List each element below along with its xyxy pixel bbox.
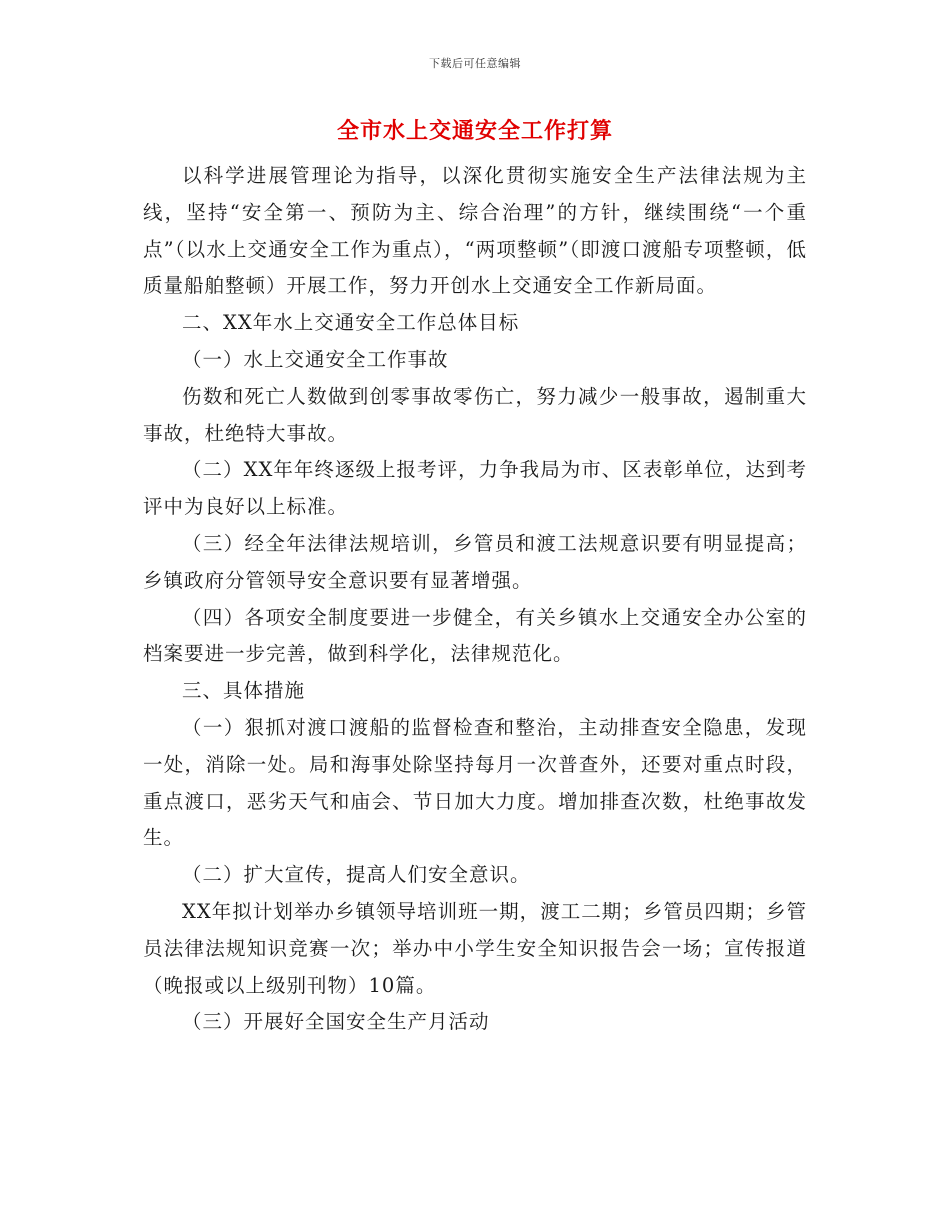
goal-item-4: （四）各项安全制度要进一步健全，有关乡镇水上交通安全办公室的档案要进一步完善，做到科学化，法律规范化。 — [143, 605, 807, 666]
measure-item-1: （一）狠抓对渡口渡船的监督检查和整治，主动排查安全隐患，发现一处，消除一处。局和海事处除坚持每月一次普查外，还要对重点时段，重点渡口，恶劣天气和庙会、节日加大力度。增加排查次数，杜绝事故发生。 — [143, 715, 807, 850]
section-heading-measures: 三、具体措施 — [182, 679, 306, 703]
paragraph-intro: 以科学进展管理论为指导，以深化贯彻实施安全生产法律法规为主线，坚持“安全第一、预防为主、综合治理”的方针，继续围绕“一个重点”（以水上交通安全工作为重点），“两项整顿”（即渡口渡船专项整顿，低质量船舶整顿）开展工作，努力开创水上交通安全工作新局面。 — [143, 164, 807, 298]
measure-item-2-body: XX年拟计划举办乡镇领导培训班一期，渡工二期；乡管员四期；乡管员法律法规知识竞赛一次；举办中小学生安全知识报告会一场；宣传报道（晚报或以上级别刊物）10篇。 — [143, 899, 807, 997]
document-title: 全市水上交通安全工作打算 — [336, 119, 613, 144]
document-body — [143, 158, 807, 1041]
goal-item-3: （三）经全年法律法规培训，乡管员和渡工法规意识要有明显提高；乡镇政府分管领导安全意识要有显著增强。 — [143, 531, 807, 592]
measure-item-3-heading: （三）开展好全国安全生产月活动 — [182, 1010, 490, 1034]
goal-item-1-body: 伤数和死亡人数做到创零事故零伤亡，努力减少一般事故，遏制重大事故，杜绝特大事故。 — [143, 384, 807, 445]
section-heading-goals: 二、XX年水上交通安全工作总体目标 — [182, 311, 520, 335]
header-note: 下载后可任意编辑 — [429, 57, 521, 70]
goal-item-1-heading: （一）水上交通安全工作事故 — [182, 347, 449, 371]
goal-item-2: （二）XX年年终逐级上报考评，力争我局为市、区表彰单位，达到考评中为良好以上标准。 — [143, 458, 807, 519]
measure-item-2-heading: （二）扩大宣传，提高人们安全意识。 — [182, 863, 531, 887]
